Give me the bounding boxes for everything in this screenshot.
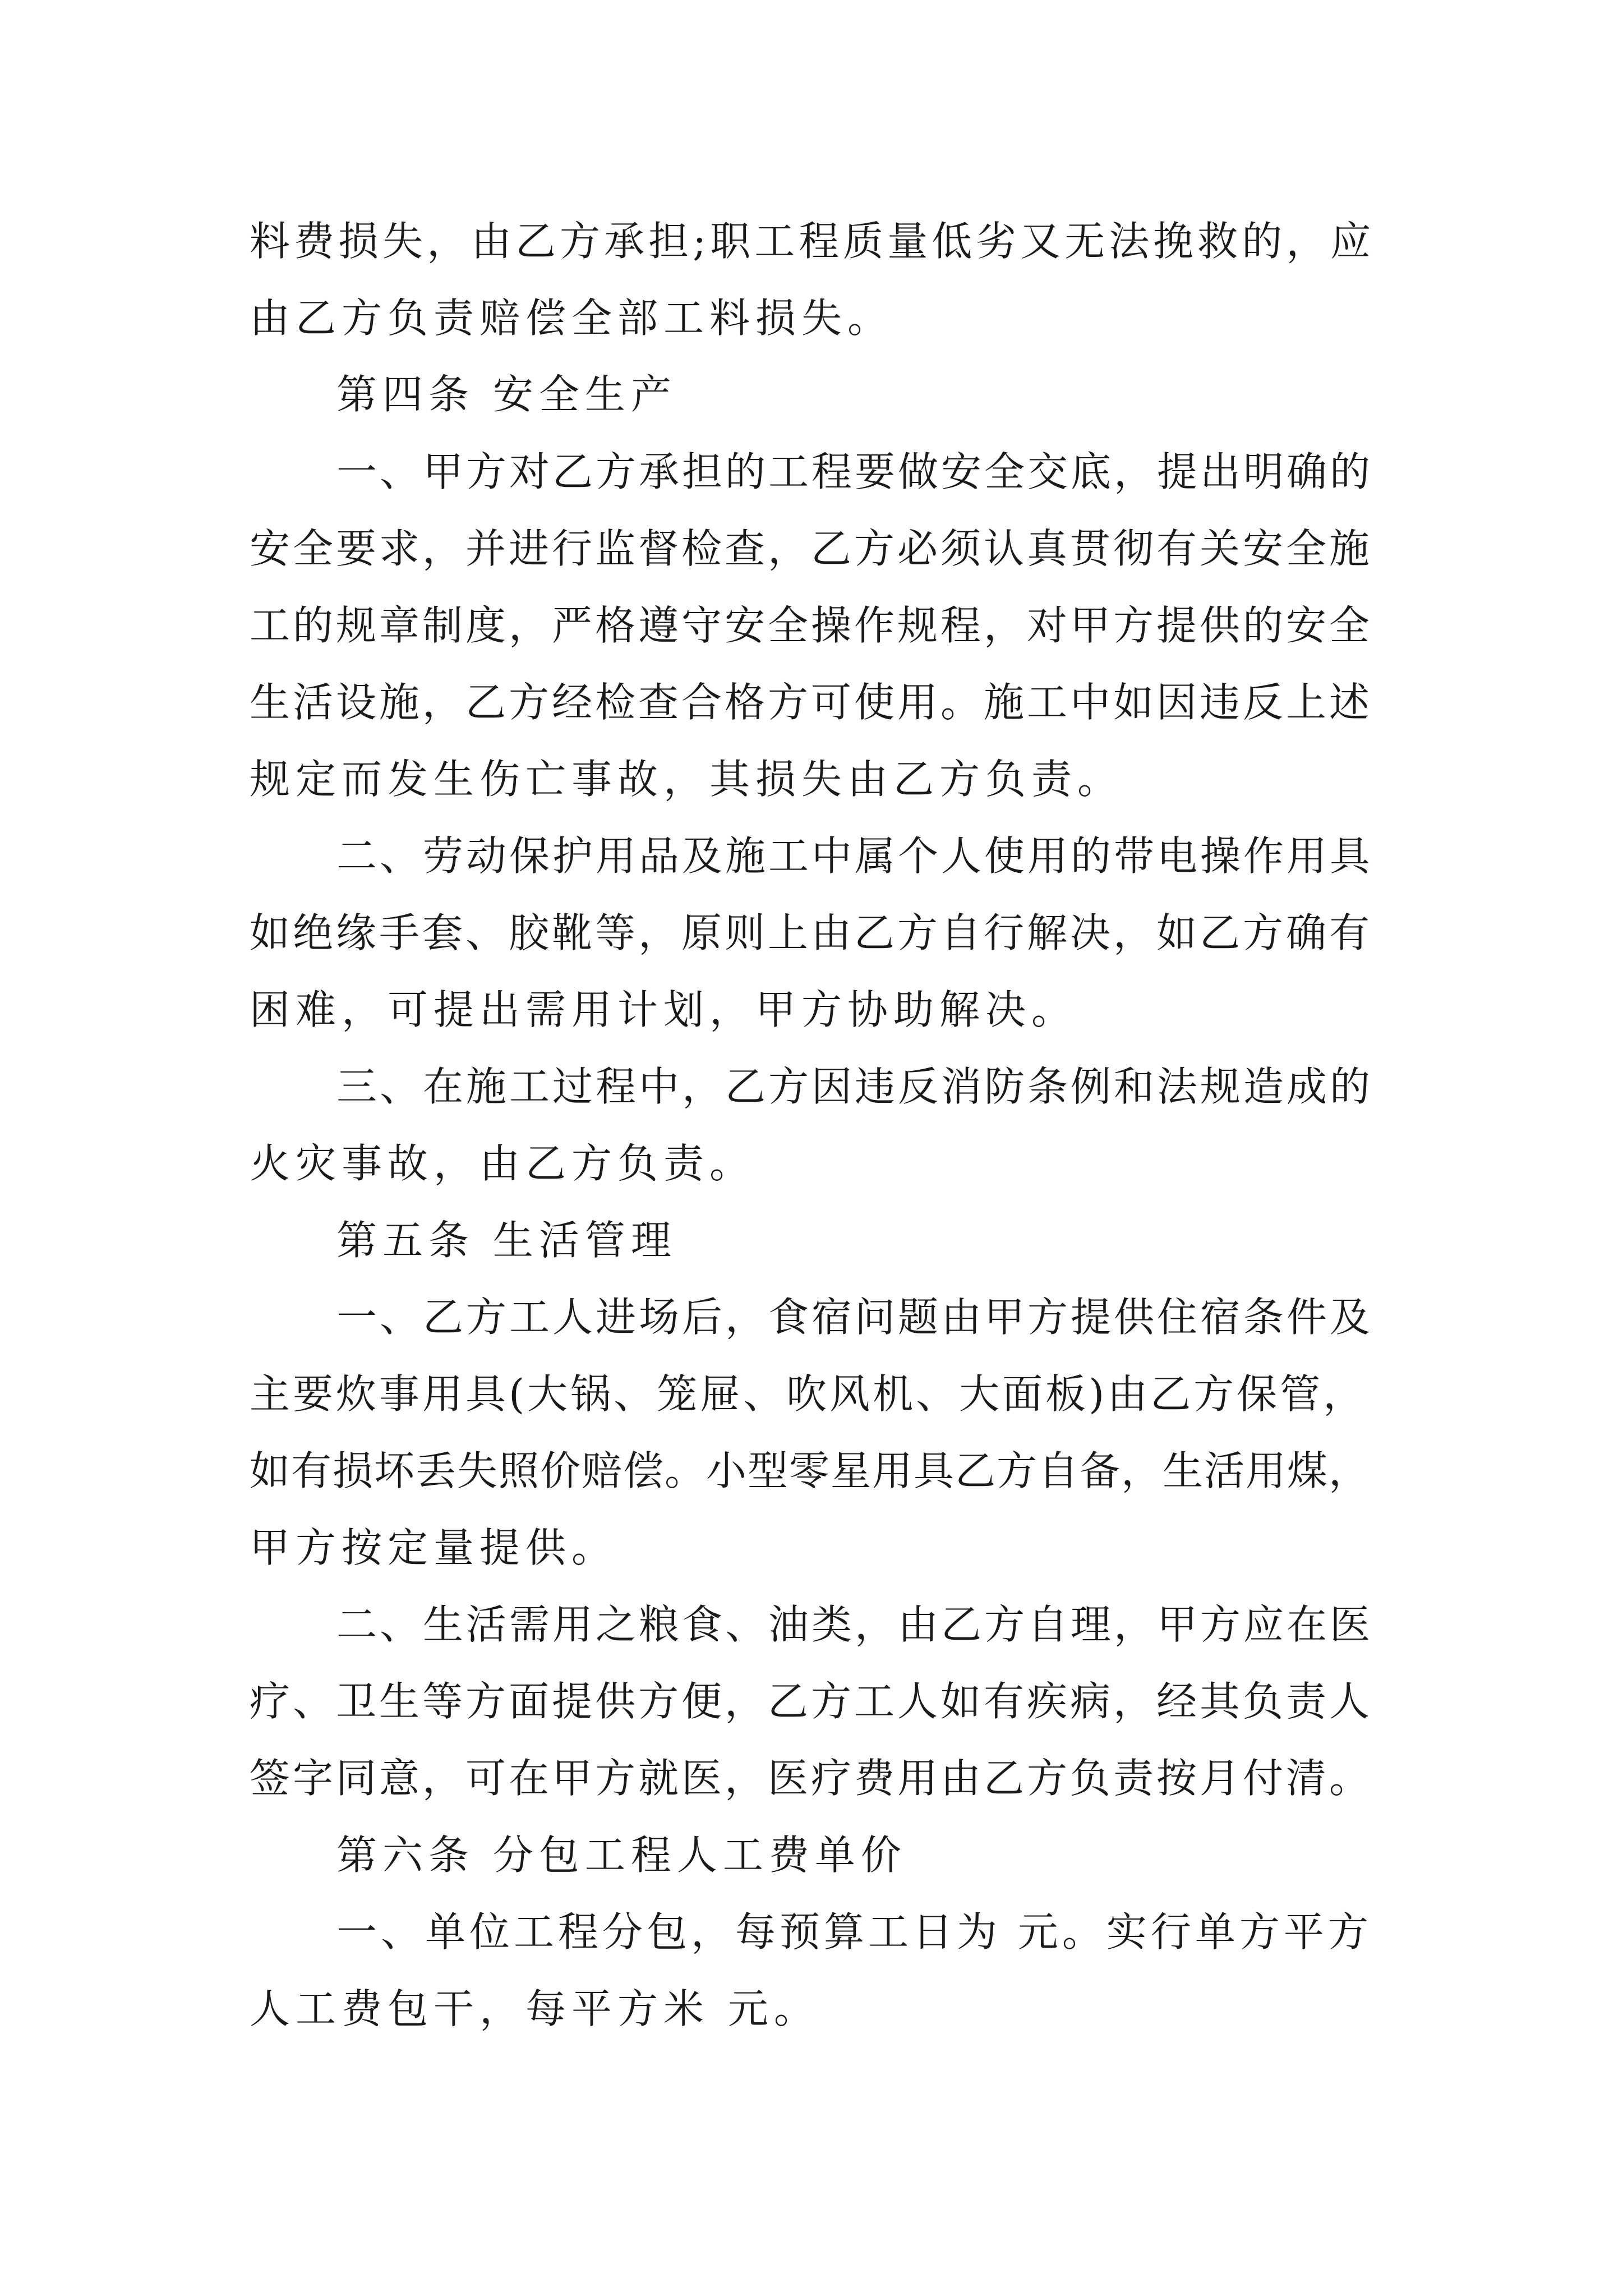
section-heading: 第五条 生活管理	[336, 1217, 677, 1264]
text-line: 二、生活需用之粮食、油类，由乙方自理，甲方应在医	[336, 1601, 1373, 1648]
text-line: 二、劳动保护用品及施工中属个人使用的带电操作用具	[336, 832, 1373, 880]
text-line: 一、单位工程分包，每预算工日为 元。实行单方平方	[336, 1908, 1372, 1955]
text-line: 甲方按定量提供。	[250, 1524, 618, 1571]
section-heading: 第四条 安全生产	[336, 371, 677, 418]
text-line: 如绝缘手套、胶靴等，原则上由乙方自行解决，如乙方确有	[250, 909, 1373, 956]
text-line: 料费损失，由乙方承担;职工程质量低劣又无法挽救的，应	[250, 218, 1375, 265]
text-line: 三、在施工过程中，乙方因违反消防条例和法规造成的	[336, 1063, 1373, 1110]
text-line: 困难，可提出需用计划，甲方协助解决。	[250, 986, 1078, 1033]
text-line: 工的规章制度，严格遵守安全操作规程，对甲方提供的安全	[250, 602, 1373, 649]
text-line: 由乙方负责赔偿全部工料损失。	[250, 295, 894, 342]
section-heading: 第六条 分包工程人工费单价	[336, 1832, 907, 1879]
text-line: 安全要求，并进行监督检查，乙方必须认真贯彻有关安全施	[250, 525, 1373, 572]
text-line: 如有损坏丢失照价赔偿。小型零星用具乙方自备，生活用煤，	[250, 1447, 1371, 1494]
text-line: 疗、卫生等方面提供方便，乙方工人如有疾病，经其负责人	[250, 1678, 1373, 1725]
text-line: 人工费包干，每平方米 元。	[250, 1985, 820, 2032]
text-line: 签字同意，可在甲方就医，医疗费用由乙方负责按月付清。	[250, 1755, 1373, 1802]
text-line: 一、乙方工人进场后，食宿问题由甲方提供住宿条件及	[336, 1294, 1373, 1341]
text-line: 规定而发生伤亡事故，其损失由乙方负责。	[250, 756, 1124, 803]
text-line: 一、甲方对乙方承担的工程要做安全交底，提出明确的	[336, 448, 1373, 495]
text-line: 主要炊事用具(大锅、笼屉、吹风机、大面板)由乙方保管，	[250, 1370, 1367, 1418]
text-line: 生活设施，乙方经检查合格方可使用。施工中如因违反上述	[250, 679, 1373, 726]
text-line: 火灾事故，由乙方负责。	[250, 1140, 756, 1187]
